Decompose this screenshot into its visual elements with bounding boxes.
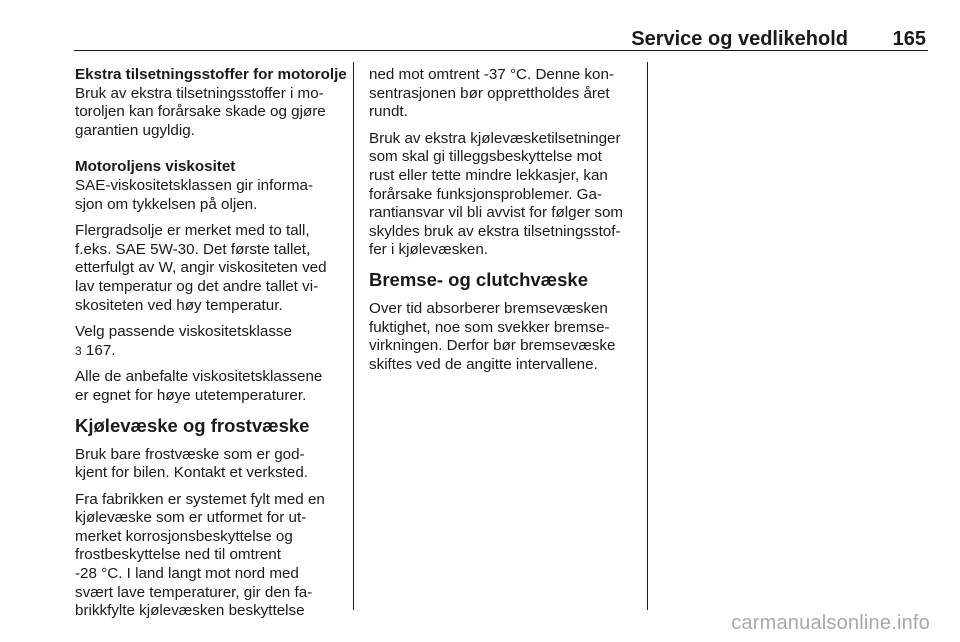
watermark: carmanualsonline.info	[731, 612, 930, 634]
column-divider-2	[647, 62, 648, 610]
paragraph-coolant-approved: Bruk bare frostvæske som er god- kjent for bilen. Kontakt et verksted.	[75, 445, 308, 482]
paragraph-coolant-factory: Fra fabrikken er systemet fylt med en kjølevæske som er utformet for ut- merket korrosjonsbeskyttelse og frostbeskyttelse ned til omtrent -28 °C. I land langt mot nord med svært lave temperaturer, gir den fa- brikkfylte kjølevæsken beskyttelse	[75, 490, 325, 620]
paragraph-coolant-additives: Bruk av ekstra kjølevæsketilsetninger som skal gi tilleggsbeskyttelse mot rust eller tette mindre lekkasjer, kan forårsake funksjonsproblemer. Ga- rantiansvar vil bli avvist for følger som skyldes bruk av ekstra tilsetningsstof- fer i kjølevæsken.	[369, 129, 624, 259]
header-rule	[74, 50, 928, 51]
page-reference[interactable]: 3 167.	[75, 341, 116, 359]
reference-arrow-icon: 3	[75, 343, 82, 358]
paragraph-additives: Bruk av ekstra tilsetningsstoffer i mo- toroljen kan forårsake skade og gjøre garantien ugyldig.	[75, 84, 326, 139]
heading-oil-viscosity: Motoroljens viskositet	[75, 158, 236, 176]
heading-engine-oil-additives: Ekstra tilsetningsstoffer for motorolje	[75, 66, 347, 83]
paragraph-coolant-continued: ned mot omtrent -37 °C. Denne kon- sentrasjonen bør opprettholdes året rundt.	[369, 66, 614, 121]
paragraph-multigrade: Flergradsolje er merket med to tall, f.eks. SAE 5W-30. Det første tallet, etterfulgt av W, angir viskositeten ved lav temperatur og det andre tallet vi- skositeten ved høy temperatur.	[75, 222, 327, 314]
paragraph-recommended-classes: Alle de anbefalte viskositetsklassene er egnet for høye utetemperaturer.	[75, 368, 323, 404]
paragraph-viscosity-class: SAE-viskositetsklassen gir informa- sjon om tykkelsen på oljen.	[75, 176, 314, 213]
column-divider-1	[353, 62, 354, 610]
heading-coolant-antifreeze: Kjølevæske og frostvæske	[75, 414, 310, 436]
paragraph-brake-fluid: Over tid absorberer bremsevæsken fuktighet, noe som svekker bremse- virkningen. Derfor bør bremsevæske skiftes ved de angitte intervallene.	[369, 299, 616, 373]
heading-brake-clutch-fluid: Bremse- og clutchvæske	[369, 268, 589, 290]
page-number: 165	[892, 28, 926, 50]
paragraph-select-viscosity: Velg passende viskositetsklasse 3 167.	[75, 323, 347, 360]
column-2	[369, 66, 641, 382]
column-1	[75, 66, 347, 629]
section-title: Service og vedlikehold	[631, 28, 848, 50]
